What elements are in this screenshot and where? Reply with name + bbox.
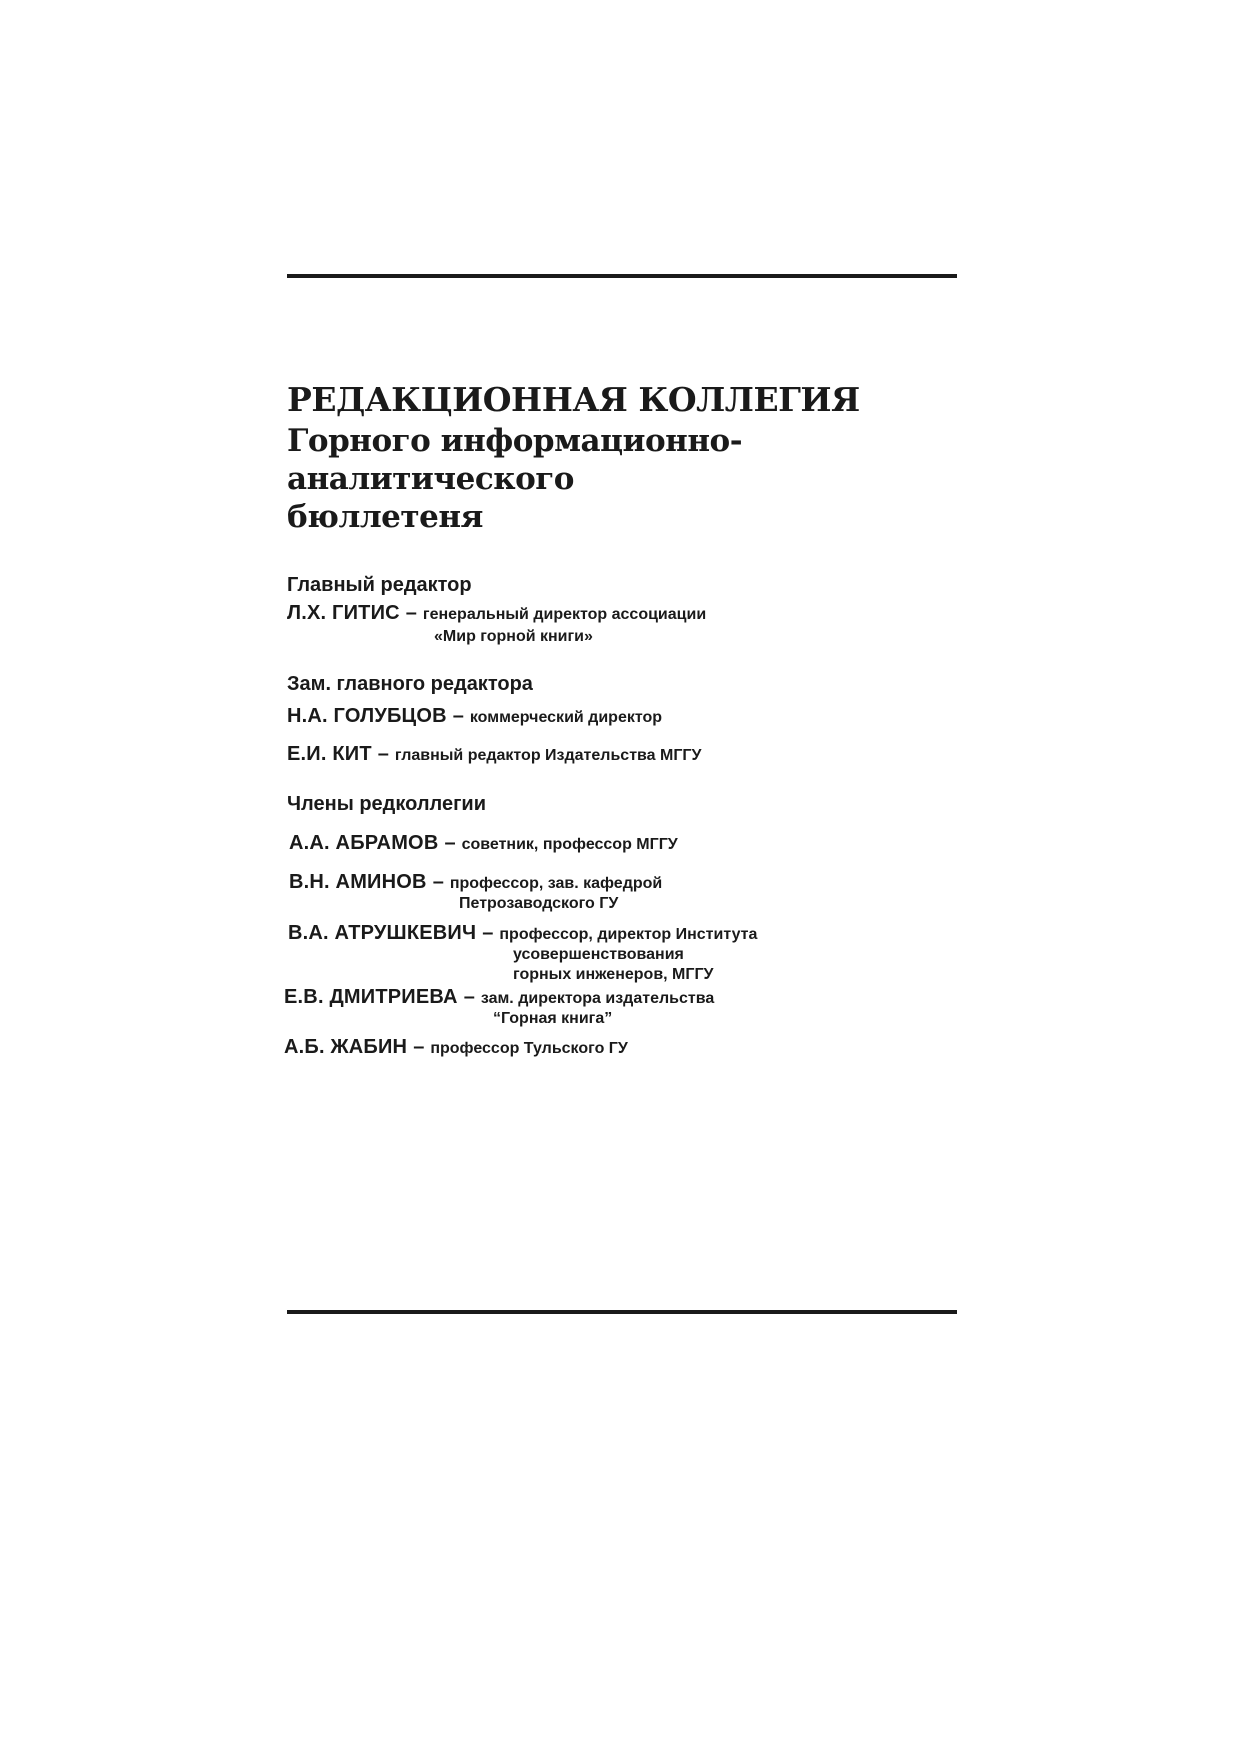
member-entry [289,832,678,855]
member-name: В.Н. АМИНОВ [289,871,427,893]
member-desc: зам. директора издательства [480,990,715,1007]
member-desc-continued: «Мир горной книги» [434,628,593,645]
member-entry [287,743,701,766]
member-name: Н.А. ГОЛУБЦОВ [287,705,447,727]
member-dash: – [452,705,464,727]
member-dash: – [444,832,456,854]
member-desc: главный редактор Издательства МГГУ [394,747,702,764]
board-label: Члены редколлегии [287,793,487,815]
member-desc: генеральный директор ассоциации [422,606,707,623]
title-sub-line: бюллетеня [287,499,483,535]
member-desc-continued: Петрозаводского ГУ [459,895,619,912]
member-dash: – [482,922,494,944]
member-desc: профессор, директор Института [499,926,758,943]
member-desc-continued: усовершенствования [513,946,684,963]
member-name: Е.В. ДМИТРИЕВА [284,986,458,1008]
member-dash: – [413,1036,425,1058]
member-entry [288,922,757,945]
member-desc: профессор, зав. кафедрой [449,875,663,892]
title-sub-line: Горного информационно- [287,423,743,459]
member-dash: – [377,743,389,765]
member-desc: коммерческий директор [469,709,663,726]
title-main: РЕДАКЦИОННАЯ КОЛЛЕГИЯ [287,380,860,419]
member-name: Л.Х. ГИТИС [287,602,400,624]
member-entry [287,705,662,728]
member-desc-continued: горных инженеров, МГГУ [513,966,714,983]
member-entry [284,1036,628,1059]
member-name: А.Б. ЖАБИН [284,1036,408,1058]
member-dash: – [405,602,417,624]
member-desc: профессор Тульского ГУ [430,1040,628,1057]
member-name: Е.И. КИТ [287,743,372,765]
member-name: В.А. АТРУШКЕВИЧ [288,922,477,944]
chief-editor-label: Главный редактор [287,574,472,596]
deputy-editors-label: Зам. главного редактора [287,673,533,695]
top-rule [287,274,957,278]
member-desc: советник, профессор МГГУ [461,836,678,853]
member-entry [289,871,662,894]
member-dash: – [432,871,444,893]
member-desc-continued: “Горная книга” [493,1010,613,1027]
member-entry [284,986,714,1009]
bottom-rule [287,1310,957,1314]
member-dash: – [463,986,475,1008]
member-name: А.А. АБРАМОВ [289,832,439,854]
page-title [287,378,860,536]
member-entry [287,602,706,625]
title-sub-line: аналитического [287,461,574,497]
